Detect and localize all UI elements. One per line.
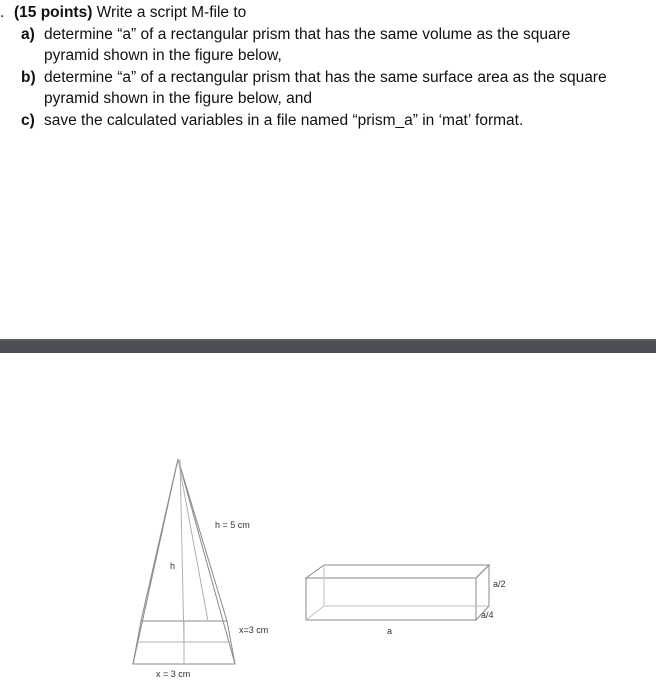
points-label: (15 points): [14, 4, 93, 21]
pyramid-height-label: h = 5 cm: [215, 520, 250, 530]
prism-front-face: [306, 578, 476, 620]
item-a: [0, 24, 650, 46]
item-a-line1: determine “a” of a rectangular prism that has the same volume as the square: [44, 25, 571, 43]
item-b-line2: pyramid shown in the figure below, and: [44, 90, 312, 107]
problem-heading: [0, 2, 650, 24]
pyramid-base-label: x = 3 cm: [156, 669, 191, 679]
pyramid-edge-front-right: [178, 459, 235, 664]
square-pyramid: [133, 459, 235, 664]
problem-bullet: .: [0, 4, 5, 21]
item-b-line1: determine “a” of a rectangular prism that has the same surface area as the square: [44, 68, 607, 86]
problem-intro: Write a script M-file to: [92, 4, 247, 21]
section-divider: [0, 339, 656, 353]
item-c: [0, 110, 650, 132]
prism-depth-label: a/4: [481, 610, 494, 620]
pyramid-edge-back-left: [141, 459, 178, 621]
pyramid-h-mark: h: [170, 561, 176, 571]
rectangular-prism: [306, 565, 489, 620]
prism-height-label: a/2: [493, 579, 506, 589]
item-c-label: c): [21, 111, 35, 129]
pyramid-slant-line: [178, 459, 208, 621]
prism-length-label: a: [387, 626, 393, 636]
pyramid-side-label: x=3 cm: [239, 625, 269, 635]
item-b-label: b): [21, 68, 36, 86]
item-b: [0, 67, 650, 89]
item-c-line1: save the calculated variables in a file named “prism_a” in ‘mat’ format.: [44, 111, 524, 129]
item-a-label: a): [21, 25, 35, 43]
pyramid-edge-back-right: [178, 459, 227, 621]
figure-drawing: [0, 353, 656, 697]
prism-top-face: [306, 565, 489, 578]
item-a-line2: pyramid shown in the figure below,: [44, 47, 282, 64]
prism-hidden-edge-3: [306, 606, 324, 620]
problem-statement: [0, 2, 650, 131]
geometry-figure: [0, 353, 656, 697]
